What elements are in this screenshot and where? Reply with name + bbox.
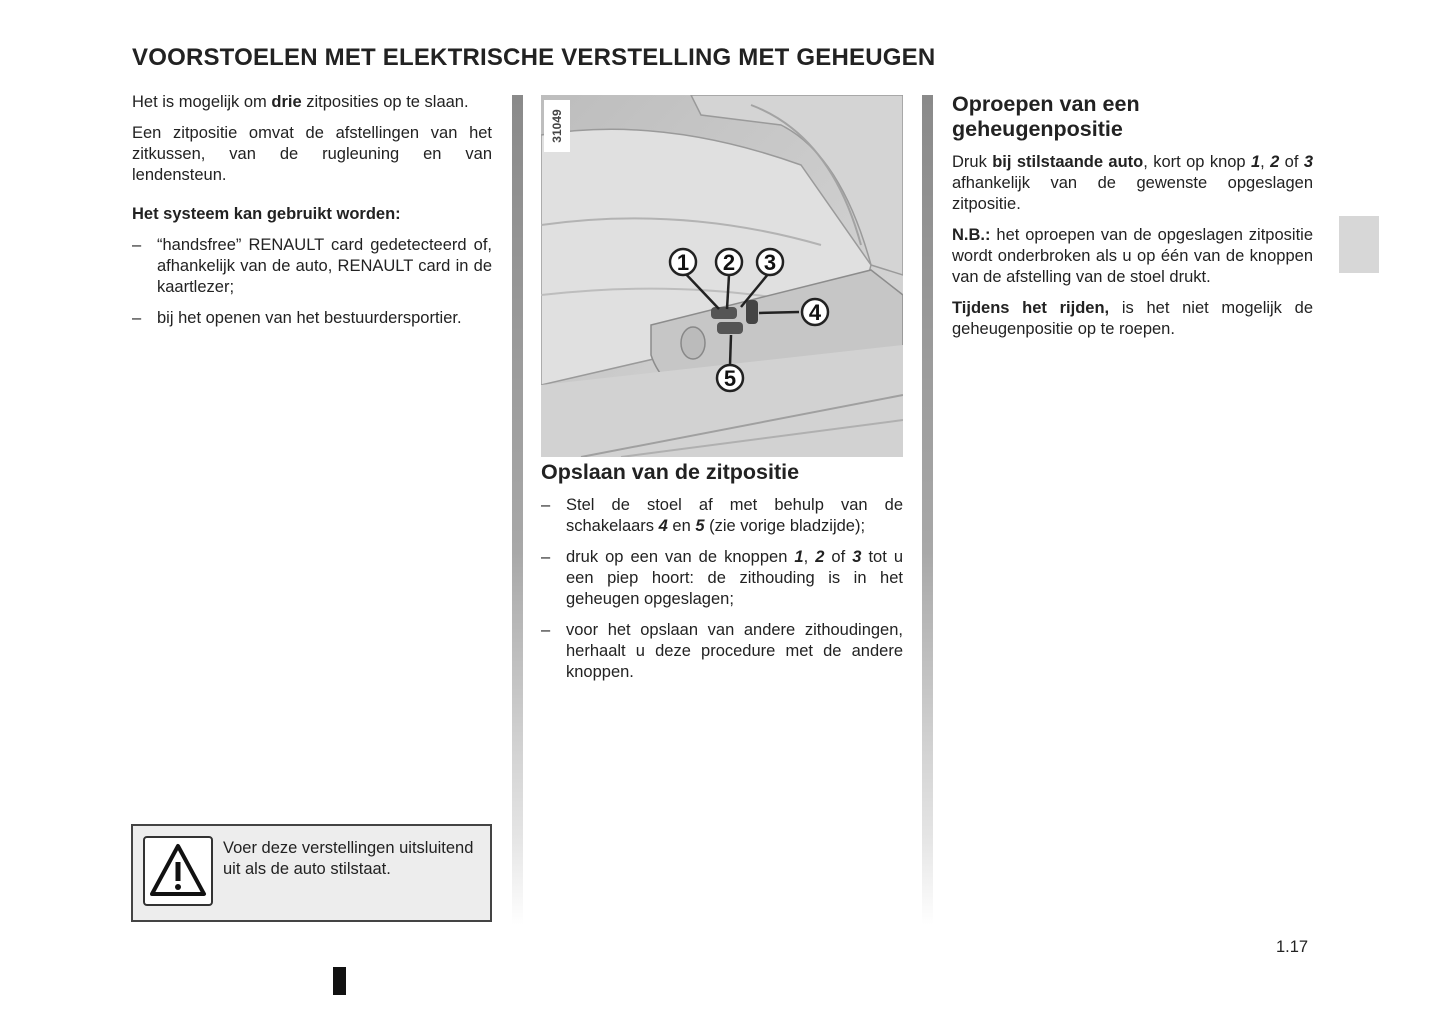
callout-3: [757, 249, 783, 275]
list-item: [132, 235, 492, 298]
button-number: 1: [794, 548, 804, 566]
save-column: [541, 460, 903, 693]
driving-text: is het niet mogelijk de geheugenpositie op te roepen.: [952, 299, 1313, 338]
svg-text:2: 2: [722, 250, 736, 275]
dash-marker: –: [132, 309, 142, 327]
recall-emphasis: bij stilstaande auto: [992, 153, 1144, 171]
list-item-text: en: [667, 517, 696, 535]
note-text: het oproepen van de opgeslagen zitpositie wordt onderbroken als u op één van de knoppen van de afstelling van de stoel drukt.: [952, 226, 1313, 286]
recall-text: ,: [1260, 153, 1271, 171]
save-steps-list: [541, 495, 903, 683]
seat-illustration: [541, 95, 903, 457]
button-number: 3: [852, 548, 862, 566]
warning-box: [131, 824, 492, 922]
note-paragraph: [952, 225, 1313, 288]
list-item: [132, 308, 492, 329]
list-item-text: Stel de stoel af met behulp van de schakelaars: [566, 496, 903, 535]
column-divider: [512, 95, 523, 925]
svg-text:3: 3: [763, 250, 777, 275]
button-number: 2: [1270, 153, 1280, 171]
svg-text:5: 5: [723, 366, 737, 391]
list-item: [541, 547, 903, 610]
driving-emphasis: Tijdens het rijden,: [952, 299, 1110, 317]
switch-number: 5: [695, 517, 705, 535]
callout-5: [717, 365, 743, 391]
dash-marker: –: [541, 548, 551, 566]
list-item: [541, 620, 903, 683]
svg-text:1: 1: [676, 250, 690, 275]
dash-marker: –: [541, 621, 551, 639]
intro-emphasis: drie: [271, 93, 302, 111]
usage-list: [132, 235, 492, 329]
callout-2: [716, 249, 742, 275]
intro-text: Het is mogelijk om: [132, 93, 272, 111]
save-heading: Opslaan van de zitpositie: [541, 460, 800, 484]
figure-code-text: 31049: [550, 109, 564, 143]
recall-paragraph: [952, 152, 1313, 215]
figure-code: [544, 100, 570, 152]
column-divider: [922, 95, 933, 925]
recall-column: [952, 92, 1313, 350]
switch-number: 4: [658, 517, 668, 535]
list-item-text: voor het opslaan van andere zithoudingen, herhaalt u deze procedure met de andere knoppen.: [566, 621, 903, 681]
list-item-text: “handsfree” RENAULT card gedetecteerd of, afhankelijk van de auto, RENAULT card in de kaartlezer;: [157, 236, 492, 296]
dash-marker: –: [541, 496, 551, 514]
svg-text:4: 4: [808, 300, 822, 325]
section-tab: [1339, 216, 1379, 273]
recall-text: Druk: [952, 153, 993, 171]
warning-text: Voer deze verstellingen uitsluitend uit als de auto stilstaat.: [223, 839, 474, 878]
button-number: 2: [815, 548, 825, 566]
usage-heading: Het systeem kan gebruikt worden:: [132, 205, 401, 223]
recall-text: of: [1279, 153, 1304, 171]
page-title: VOORSTOELEN MET ELEKTRISCHE VERSTELLING MET GEHEUGEN: [132, 44, 936, 71]
callout-1: [670, 249, 696, 275]
button-number: 3: [1303, 153, 1314, 171]
list-item-text: (zie vorige bladzijde);: [704, 517, 866, 535]
recall-heading: Oproepen van een geheugenpositie: [952, 92, 1140, 141]
dash-marker: –: [132, 236, 142, 254]
list-item-text: ,: [803, 548, 816, 566]
list-item-text: tot u een piep hoort: de zithouding is in het geheugen opgeslagen;: [566, 548, 903, 608]
list-item-text: bij het openen van het bestuurdersportier.: [157, 309, 462, 327]
button-number: 1: [1250, 153, 1261, 171]
recall-text: , kort op knop: [1143, 153, 1251, 171]
warning-triangle-icon: [143, 836, 213, 906]
definition-paragraph: Een zitpositie omvat de afstellingen van het zitkussen, van de rugleuning en van lendensteun.: [132, 124, 492, 184]
list-item-text: of: [824, 548, 853, 566]
callout-4: [802, 299, 828, 325]
intro-column: [132, 92, 492, 339]
note-label: N.B.:: [952, 226, 991, 244]
list-item-text: druk op een van de knoppen: [566, 548, 795, 566]
page-number: 1.17: [1276, 938, 1309, 956]
driving-paragraph: [952, 298, 1313, 340]
list-item: [541, 495, 903, 537]
recall-text: afhankelijk van de gewenste opgeslagen zitpositie.: [952, 174, 1313, 213]
intro-text-end: zitposities op te slaan.: [301, 93, 469, 111]
crop-mark: [333, 967, 346, 995]
intro-paragraph: [132, 92, 492, 113]
